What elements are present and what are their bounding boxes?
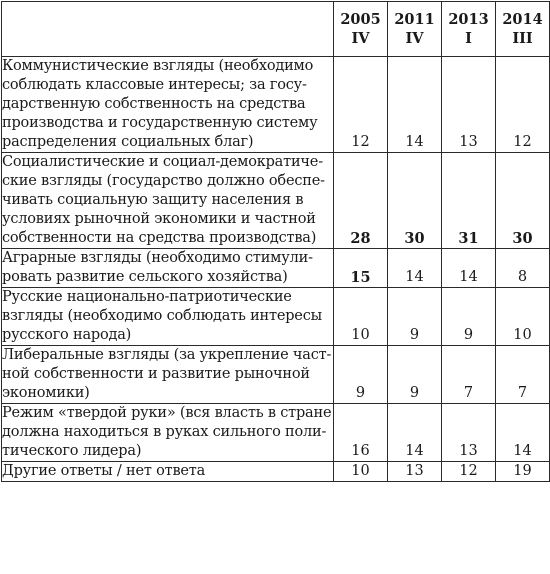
- column-header: [388, 2, 442, 57]
- value-cell: 16: [334, 404, 388, 462]
- column-quarter: III: [512, 30, 533, 47]
- value-cell: 10: [334, 462, 388, 482]
- value-cell: 30: [496, 153, 550, 249]
- column-year: 2014: [502, 11, 543, 28]
- column-header: [496, 2, 550, 57]
- value-cell: 9: [388, 288, 442, 346]
- value-cell: 30: [388, 153, 442, 249]
- column-quarter: I: [465, 30, 472, 47]
- value-cell: 9: [442, 288, 496, 346]
- value-cell: 14: [388, 404, 442, 462]
- value-cell: 31: [442, 153, 496, 249]
- row-label: Режим «твердой руки» (вся власть в стране должна находиться в руках сильного политического лидера): [2, 404, 334, 462]
- value-cell: 7: [442, 346, 496, 404]
- column-header: [442, 2, 496, 57]
- row-label: Другие ответы / нет ответа: [2, 462, 334, 482]
- value-cell: 9: [388, 346, 442, 404]
- row-label: Социалистические и социал-демократические взгляды (государство должно обеспечивать социальную защиту населения в условиях рыночной экономики и частной собственности на средства производства): [2, 153, 334, 249]
- column-year: 2005: [340, 11, 381, 28]
- value-cell: 28: [334, 153, 388, 249]
- value-cell: 14: [388, 57, 442, 153]
- value-cell: 12: [442, 462, 496, 482]
- value-cell: 15: [334, 249, 388, 288]
- row-label: Русские национально-патриотические взгляды (необходимо соблюдать интересы русского народа): [2, 288, 334, 346]
- table-header: [2, 2, 550, 57]
- column-year: 2013: [448, 11, 489, 28]
- value-cell: 10: [496, 288, 550, 346]
- table-row: [2, 57, 550, 153]
- value-cell: 13: [442, 57, 496, 153]
- value-cell: 13: [388, 462, 442, 482]
- value-cell: 14: [496, 404, 550, 462]
- value-cell: 19: [496, 462, 550, 482]
- column-year: 2011: [394, 11, 435, 28]
- column-quarter: IV: [405, 30, 424, 47]
- row-label: Аграрные взгляды (необходимо стимулировать развитие сельского хозяйства): [2, 249, 334, 288]
- table-row: [2, 346, 550, 404]
- table-row: [2, 462, 550, 482]
- survey-table: [1, 1, 550, 482]
- value-cell: 10: [334, 288, 388, 346]
- value-cell: 7: [496, 346, 550, 404]
- column-header: [334, 2, 388, 57]
- table-row: [2, 404, 550, 462]
- value-cell: 12: [496, 57, 550, 153]
- table-row: [2, 288, 550, 346]
- header-blank-cell: [2, 2, 334, 57]
- value-cell: 13: [442, 404, 496, 462]
- value-cell: 9: [334, 346, 388, 404]
- table-row: [2, 153, 550, 249]
- table-row: [2, 249, 550, 288]
- value-cell: 14: [388, 249, 442, 288]
- value-cell: 14: [442, 249, 496, 288]
- table-body: [2, 57, 550, 482]
- value-cell: 12: [334, 57, 388, 153]
- row-label: Либеральные взгляды (за укрепление частной собственности и развитие рыночной экономики): [2, 346, 334, 404]
- row-label: Коммунистические взгляды (необходимо соблюдать классовые интересы; за государственную собственность на средства производства и государственную систему распределения социальных благ): [2, 57, 334, 153]
- column-quarter: IV: [351, 30, 370, 47]
- value-cell: 8: [496, 249, 550, 288]
- header-row: [2, 2, 550, 57]
